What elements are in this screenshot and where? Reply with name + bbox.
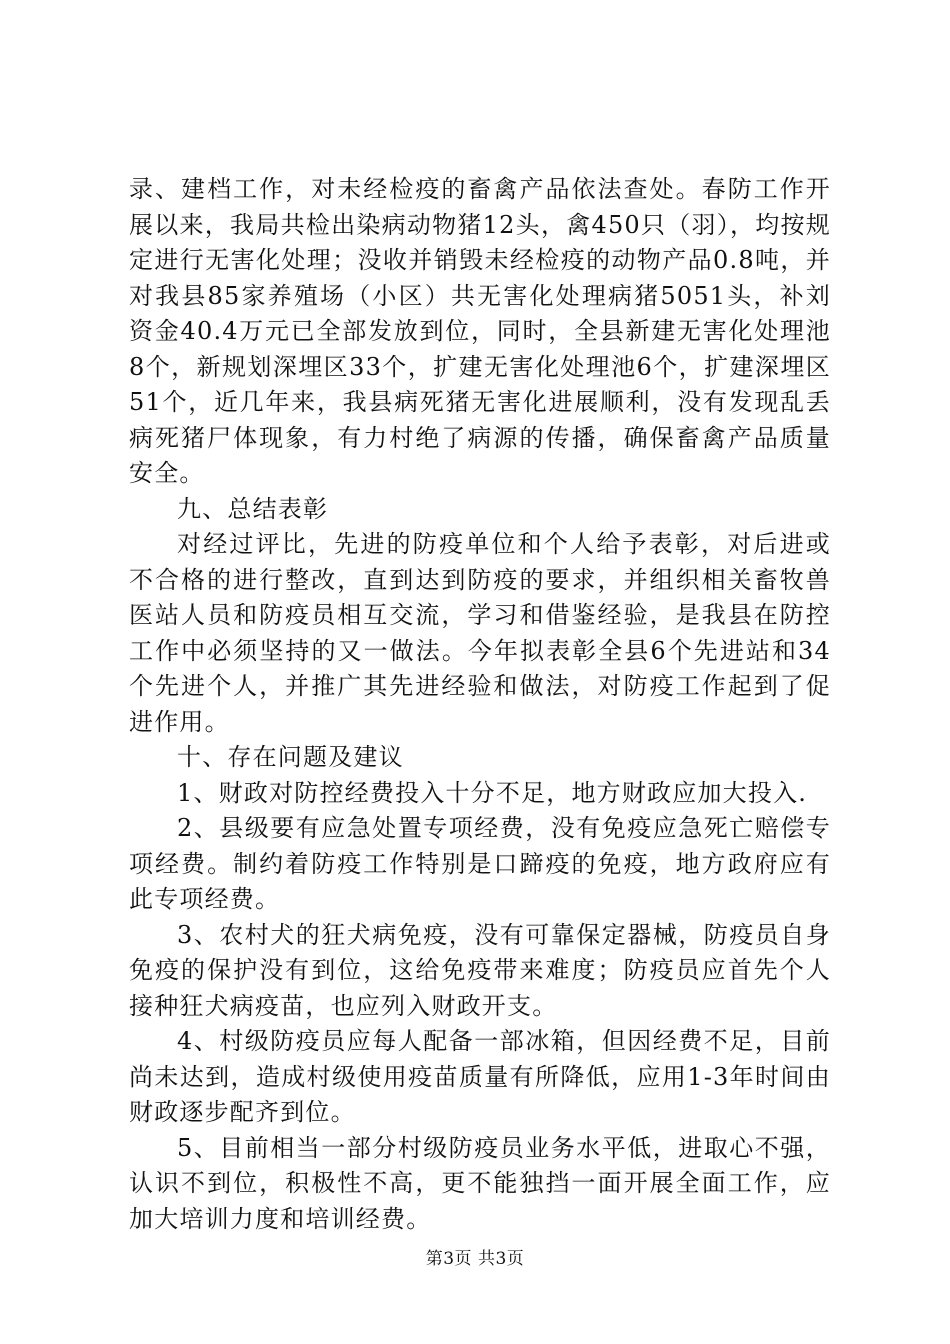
section-heading-problems-suggestions: 十、存在问题及建议 <box>177 743 404 771</box>
list-item-5: 5、目前相当一部分村级防疫员业务水平低，进取心不强，认识不到位，积极性不高，更不能独挡一面开展全面工作，应加大培训力度和培训经费。 <box>129 1133 831 1233</box>
list-item-1: 1、财政对防控经费投入十分不足，地方财政应加大投入. <box>177 778 808 807</box>
list-item-2: 2、县级要有应急处置专项经费，没有免疫应急死亡赔偿专项经费。制约着防疫工作特别是口蹄疫的免疫，地方政府应有此专项经费。 <box>129 814 831 913</box>
page-number-footer: 第3页 共3页 <box>425 1249 525 1269</box>
document-body <box>129 172 831 1237</box>
list-item-3: 3、农村犬的狂犬病免疫，没有可靠保定器械，防疫员自身免疫的保护没有到位，这给免疫带来难度；防疫员应首先个人接种狂犬病疫苗，也应列入财政开支。 <box>129 920 831 1020</box>
paragraph-commendation: 对经过评比，先进的防疫单位和个人给予表彰，对后进或不合格的进行整改，直到达到防疫的要求，并组织相关畜牧兽医站人员和防疫员相互交流，学习和借鉴经验，是我县在防控工作中必须坚持的又一做法。今年拟表彰全县6个先进站和34个先进个人，并推广其先进经验和做法，对防疫工作起到了促进作用。 <box>129 530 831 736</box>
list-item-4: 4、村级防疫员应每人配备一部冰箱，但因经费不足，目前尚未达到，造成村级使用疫苗质量有所降低，应用1-3年时间由财政逐步配齐到位。 <box>129 1027 831 1126</box>
section-heading-summary-commendation: 九、总结表彰 <box>177 494 329 523</box>
paragraph-continued: 录、建档工作，对未经检疫的畜禽产品依法查处。春防工作开展以来，我局共检出染病动物猪12头，禽450只（羽），均按规定进行无害化处理；没收并销毁未经检疫的动物产品0.8吨，并对我县85家养殖场（小区）共无害化处理病猪5051头，补刘资金40.4万元已全部发放到位，同时，全县新建无害化处理池8个，新规划深埋区33个，扩建无害化处理池6个，扩建深埋区51个，近几年来，我县病死猪无害化进展顺利，没有发现乱丢病死猪尸体现象，有力村绝了病源的传播，确保畜禽产品质量安全。 <box>129 175 831 487</box>
